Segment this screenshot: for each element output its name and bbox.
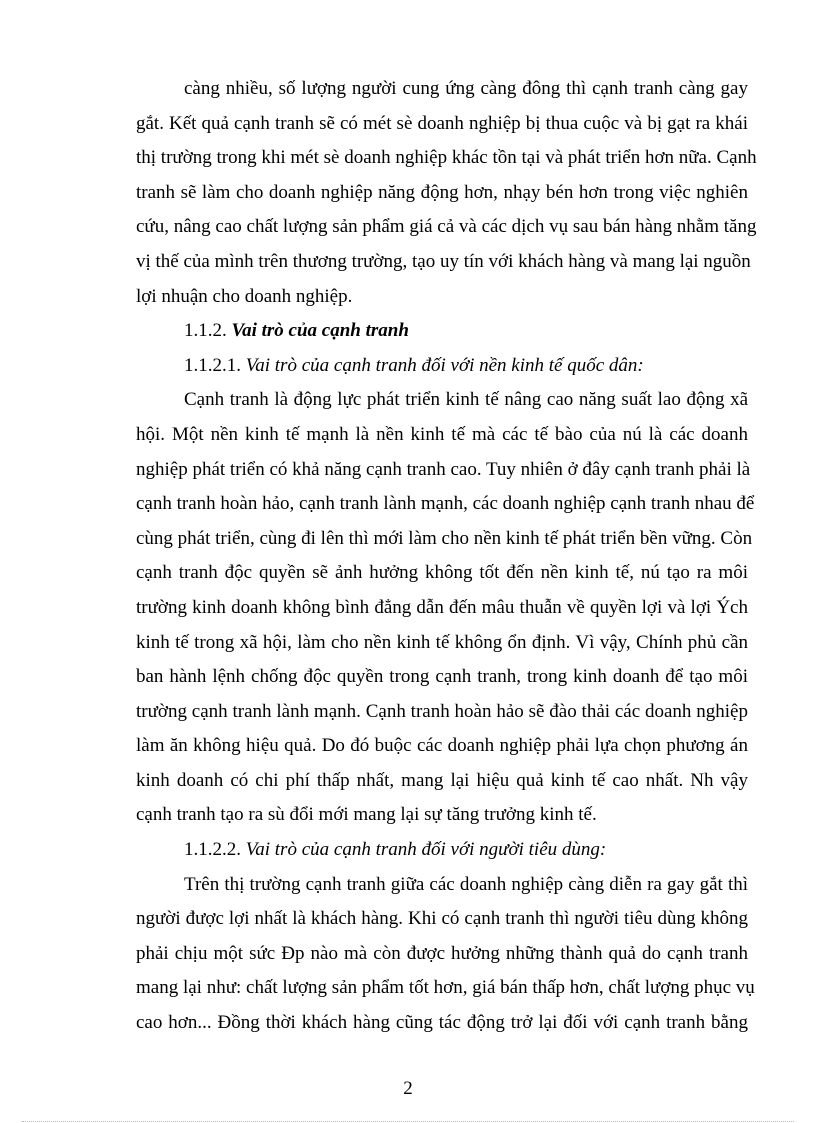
text-line: cạnh tranh tạo ra sù đổi mới mang lại sự tăng trưởng kinh tế. bbox=[136, 804, 597, 826]
paragraph-economy bbox=[136, 383, 755, 833]
text-line: kinh tế trong xã hội, làm cho nền kinh tế không ổn định. Vì vậy, Chính phủ cần bbox=[136, 631, 748, 653]
text-line: phải chịu một sức Ðp nào mà còn được hưởng những thành quả do cạnh tranh bbox=[136, 942, 748, 964]
text-line: nghiệp phát triển có khả năng cạnh tranh cao. Tuy nhiên ở đây cạnh tranh phải là bbox=[136, 458, 751, 480]
text-line: thị trường trong khi mét sè doanh nghiệp khác tồn tại và phát triển hơn nữa. Cạnh bbox=[136, 147, 757, 169]
text-line: ban hành lệnh chống độc quyền trong cạnh tranh, trong kinh doanh để tạo môi bbox=[136, 666, 748, 688]
text-line: Cạnh tranh là động lực phát triển kinh tế nâng cao năng suất lao động xã bbox=[184, 389, 748, 411]
page-bottom-divider bbox=[22, 1121, 794, 1122]
paragraph-consumers bbox=[136, 868, 755, 1041]
paragraph-continued bbox=[136, 72, 757, 314]
section-number: 1.1.2.2. bbox=[184, 839, 241, 861]
text-line: cạnh tranh hoàn hảo, cạnh tranh lành mạnh, các doanh nghiệp cạnh tranh nhau để bbox=[136, 493, 755, 515]
text-line: người được lợi nhất là khách hàng. Khi có cạnh tranh thì người tiêu dùng không bbox=[136, 908, 748, 930]
text-line: vị thế của mình trên thương trường, tạo uy tín với khách hàng và mang lại nguồn bbox=[136, 250, 751, 272]
text-line: gắt. Kết quả cạnh tranh sẽ có mét sè doanh nghiệp bị thua cuộc và bị gạt ra khái bbox=[136, 112, 748, 134]
text-line: cao hơn... Đồng thời khách hàng cũng tác động trở lại đối với cạnh tranh bằng bbox=[136, 1012, 748, 1034]
text-line: lợi nhuận cho doanh nghiệp. bbox=[136, 285, 353, 307]
section-title: Vai trò của cạnh tranh đối với nền kinh tế quốc dân: bbox=[245, 354, 644, 376]
page-body bbox=[136, 72, 757, 1041]
section-heading-1-1-2-1 bbox=[136, 349, 748, 384]
text-line: cứu, nâng cao chất lượng sản phẩm giá cả và các dịch vụ sau bán hàng nhằm tăng bbox=[136, 216, 757, 238]
section-title: Vai trò của cạnh tranh đối với người tiêu dùng: bbox=[245, 839, 607, 861]
text-line: mang lại như: chất lượng sản phẩm tốt hơn, giá bán thấp hơn, chất lượng phục vụ bbox=[136, 977, 755, 999]
text-line: hội. Một nền kinh tế mạnh là nền kinh tế mà các tế bào của nú là các doanh bbox=[136, 423, 748, 445]
section-heading-1-1-2-2 bbox=[136, 833, 748, 868]
text-line: cùng phát triển, cùng đi lên thì mới làm cho nền kinh tế phát triển bền vững. Còn bbox=[136, 527, 753, 549]
text-line: kinh doanh có chi phí thấp nhất, mang lại hiệu quả kinh tế cao nhất. Nh vậy bbox=[136, 769, 748, 791]
section-title: Vai trò của cạnh tranh bbox=[231, 320, 409, 342]
text-line: càng nhiều, số lượng người cung ứng càng đông thì cạnh tranh càng gay bbox=[184, 78, 748, 99]
section-number: 1.1.2.1. bbox=[184, 354, 241, 376]
text-line: cạnh tranh độc quyền sẽ ảnh hưởng không tốt đến nền kinh tế, nú tạo ra môi bbox=[136, 562, 748, 584]
text-line: làm ăn không hiệu quả. Do đó buộc các doanh nghiệp phải lựa chọn phương án bbox=[136, 735, 748, 757]
text-line: trường cạnh tranh lành mạnh. Cạnh tranh hoàn hảo sẽ đào thải các doanh nghiệp bbox=[136, 700, 748, 722]
section-number: 1.1.2. bbox=[184, 320, 227, 342]
page-number: 2 bbox=[403, 1078, 413, 1099]
text-line: trường kinh doanh không bình đẳng dẫn đến mâu thuẫn về quyền lợi và lợi Ých bbox=[136, 596, 748, 618]
text-line: Trên thị trường cạnh tranh giữa các doanh nghiệp càng diễn ra gay gắt thì bbox=[184, 873, 748, 895]
section-heading-1-1-2 bbox=[136, 314, 748, 349]
text-line: tranh sẽ làm cho doanh nghiệp năng động hơn, nhạy bén hơn trong việc nghiên bbox=[136, 181, 748, 203]
